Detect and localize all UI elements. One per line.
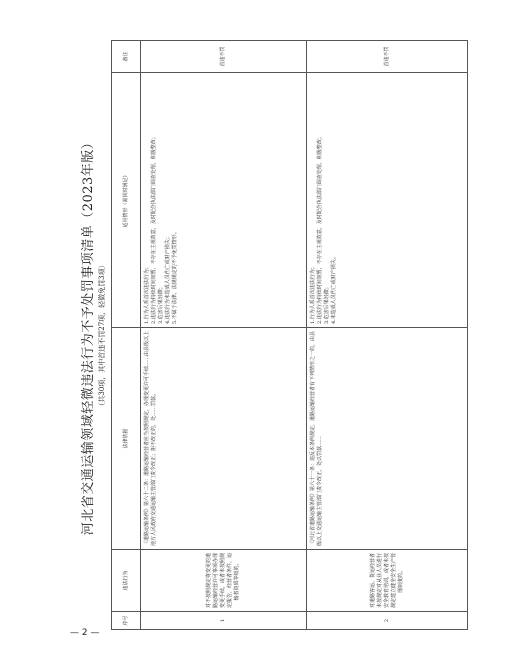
table-row [307, 41, 468, 630]
header-remark: 备注 [112, 41, 141, 73]
row-basis: 《道路运输条例》第六十二条：道路运输经营者应当按照规定，办理变更许可手续……由县级以上地方人民政府交通运输主管部门责令改正；拒不改正的，处……罚款。 [141, 328, 307, 550]
row-conditions: 1.行为人系首次违法行为； 2.违法行为持续时间短暂，不存在主观故意，及时配合执法部门调查处理，积极整改； 3.危害后果轻微； 4.违法行为未造成人员伤亡或财产损失； 5.不属于法律、法规规定的不予免罚情形。 [141, 73, 307, 328]
table-row [141, 41, 307, 630]
row-item: 对不按照规定将变更的道路运输经营许可事项办理变更手续，或者未按照规定报告，经营者条件、运输者资质等级的。 [141, 550, 307, 612]
page-number: — 2 — [70, 628, 100, 638]
header-seq: 序号 [112, 612, 141, 630]
header-basis: 法律依据 [112, 328, 141, 550]
row-remark: 首违不罚 [141, 41, 307, 73]
row-basis: 《河北省道路运输条例》第六十一条：违反本条例规定，道路运输经营者有下列情形之一的，由县级以上交通运输主管部门责令改正，处以罚款…… [307, 328, 468, 550]
rotated-page-content [77, 41, 460, 630]
row-item: 对道路客运、货运经营者未按规定对从业人员进行安全教育培训，或者未按规定建立健全安全生产管理制度的。 [307, 550, 468, 612]
row-seq: 1 [141, 612, 307, 630]
row-remark: 首违不罚 [307, 41, 468, 73]
table-header-row [112, 41, 141, 630]
header-conditions: 适用情形（需同时满足） [112, 73, 141, 328]
row-seq: 2 [307, 612, 468, 630]
document-title: 河北省交通运输领域轻微违法行为不予处罚事项清单（2023年版） [81, 135, 96, 536]
row-conditions: 1.行为人系首次违法行为； 2.违法行为持续时间短暂，不存在主观故意，及时配合执法部门调查处理，积极整改； 3.危害后果轻微； 4.未造成人员伤亡或财产损失。 [307, 73, 468, 328]
items-table [111, 40, 468, 630]
document-subtitle: （共30项，其中首违不罚27项，轻微免罚3项） [98, 261, 106, 410]
header-item: 违法行为 [112, 550, 141, 612]
